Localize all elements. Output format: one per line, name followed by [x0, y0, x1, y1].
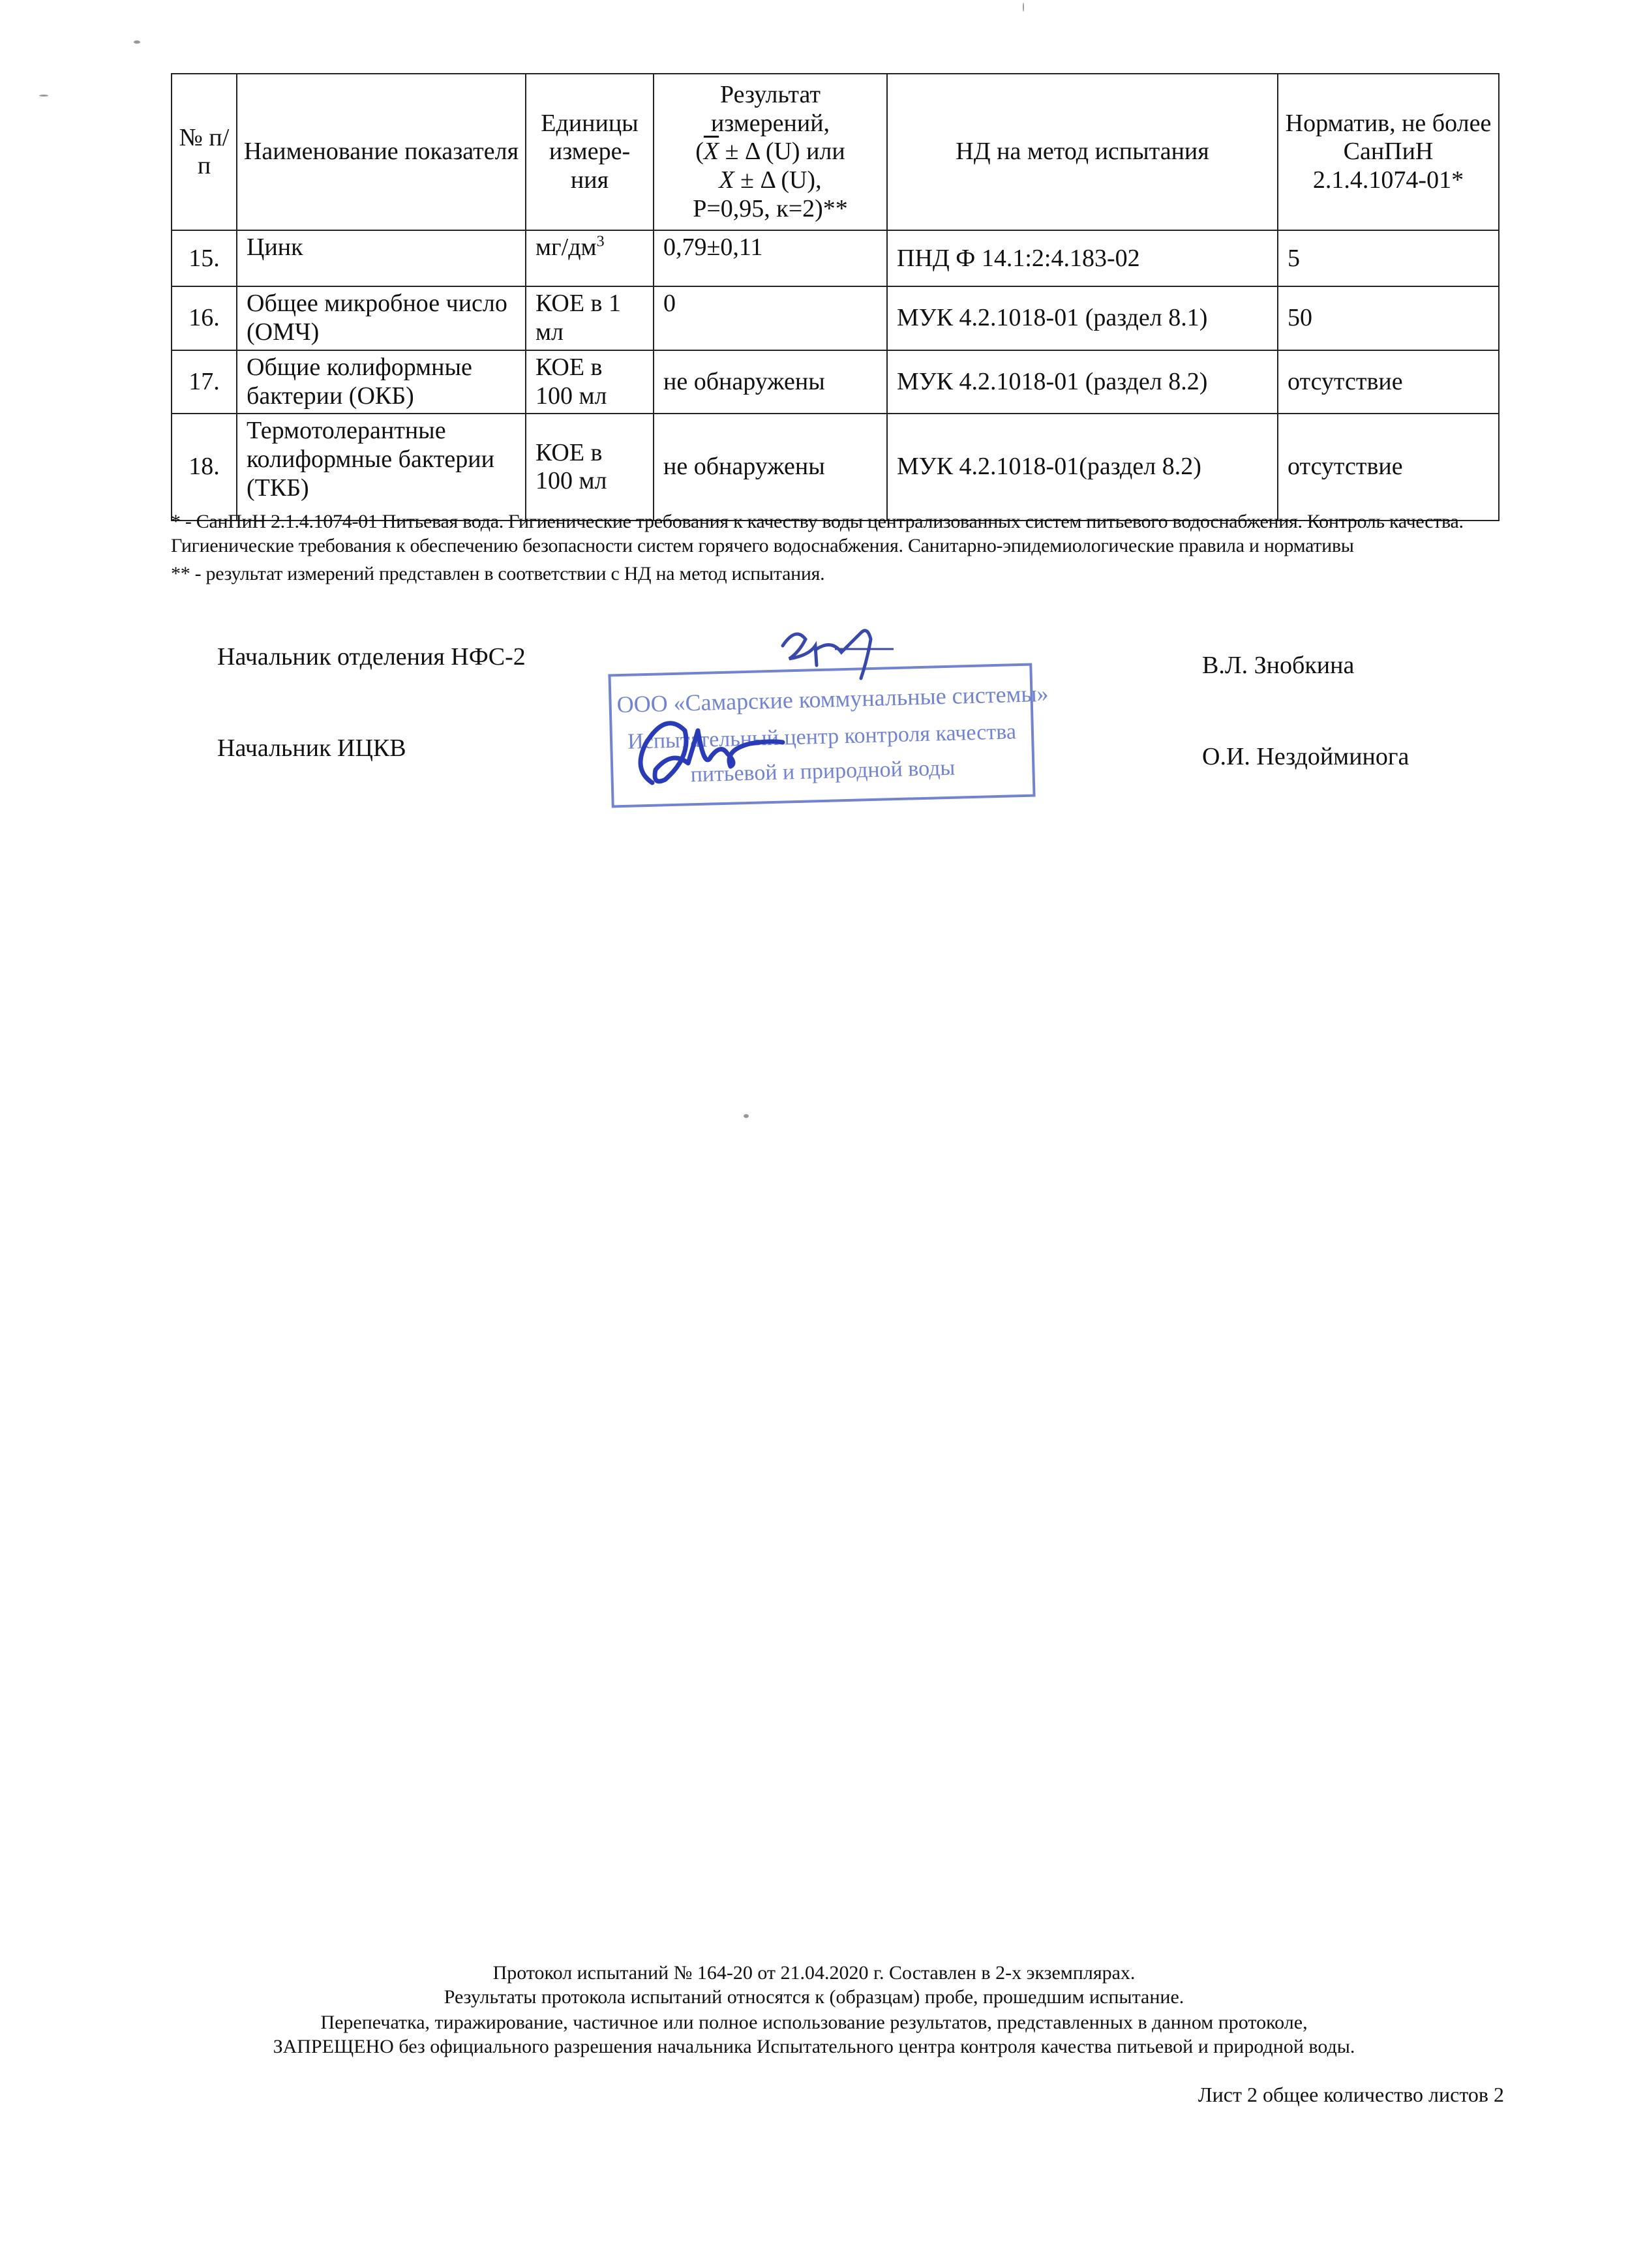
row-units — [526, 230, 654, 286]
header-result — [654, 74, 887, 230]
row-units: КОЕ в 1 мл — [526, 286, 654, 350]
row-method: ПНД Ф 14.1:2:4.183-02 — [887, 230, 1278, 286]
header-method: НД на метод испытания — [887, 74, 1278, 230]
footer-prohibited-line: ЗАПРЕЩЕНО без официального разрешения начальника Испытательного центра контроля качества питьевой и природной воды. — [273, 2036, 1355, 2057]
table-row — [172, 286, 1499, 350]
row-num: 18. — [172, 414, 237, 521]
table-row — [172, 350, 1499, 414]
row-units-sup: 3 — [596, 233, 605, 250]
scan-speck — [1023, 3, 1024, 12]
signatory-title-1: Начальник отделения НФС-2 — [217, 643, 526, 671]
footer-protocol-line: Протокол испытаний № 164-20 от 21.04.2020 г. Составлен в 2-х экземплярах. — [492, 1962, 1136, 1984]
header-result-line3 — [659, 166, 881, 195]
row-result: не обнаружены — [654, 350, 887, 414]
header-result-line2 — [659, 138, 881, 166]
footer-results-line: Результаты протокола испытаний относятся к (образцам) пробе, прошедшим испытание. — [444, 1986, 1184, 2008]
row-result: 0,79±0,11 — [654, 230, 887, 286]
scan-speck — [744, 1114, 749, 1118]
header-result-x: X — [719, 166, 734, 194]
row-name: Общее микробное число (ОМЧ) — [237, 286, 526, 350]
row-result: 0 — [654, 286, 887, 350]
table-header-row — [172, 74, 1499, 230]
signature-1-mark — [770, 620, 900, 685]
row-name: Общие колиформные бактерии (ОКБ) — [237, 350, 526, 414]
stamp-line-1: ООО «Самарские коммунальные системы» — [616, 680, 1049, 718]
stamp-line-2: Испытательный центр контроля качества — [627, 719, 1017, 754]
header-result-line4: P=0,95, к=2)** — [693, 194, 848, 222]
row-result: не обнаружены — [654, 414, 887, 521]
signatory-title-2: Начальник ИЦКВ — [217, 734, 406, 762]
row-units-text: мг/дм — [535, 234, 597, 262]
results-table — [171, 73, 1500, 521]
header-num: № п/п — [172, 74, 237, 230]
signatory-name-1: В.Л. Знобкина — [1202, 652, 1355, 679]
row-method: МУК 4.2.1018-01 (раздел 8.2) — [887, 350, 1278, 414]
header-name: Наименование показателя — [237, 74, 526, 230]
row-num: 17. — [172, 350, 237, 414]
row-num: 15. — [172, 230, 237, 286]
header-result-delta1: ± Δ (U) или — [719, 138, 845, 166]
header-result-line1: Результат измерений, — [710, 81, 830, 137]
header-units: Единицы измере-ния — [526, 74, 654, 230]
header-result-paren: ( — [695, 138, 704, 166]
footnote-star-continued: Гигиенические требования к обеспечению безопасности систем горячего водоснабжения. Санитарно-эпидемиологические правила и нормативы — [171, 535, 1354, 556]
row-norm: отсутствие — [1278, 350, 1499, 414]
sheet-count: Лист 2 общее количество листов 2 — [1198, 2083, 1504, 2106]
row-units: КОЕ в 100 мл — [526, 350, 654, 414]
stamp-line-3: питьевой и природной воды — [690, 755, 956, 787]
row-method: МУК 4.2.1018-01(раздел 8.2) — [887, 414, 1278, 521]
row-name: Термотолерантные колиформные бактерии (ТКБ) — [237, 414, 526, 521]
row-name: Цинк — [237, 230, 526, 286]
row-norm: 5 — [1278, 230, 1499, 286]
footer-reprint-line: Перепечатка, тиражирование, частичное или полное использование результатов, представленных в данном протоколе, — [320, 2012, 1308, 2033]
footnote-star: * - СанПиН 2.1.4.1074-01 Питьевая вода. Гигиенические требования к качеству воды централизованных систем питьевого водоснабжения. Контроль качества. — [171, 511, 1464, 532]
row-method: МУК 4.2.1018-01 (раздел 8.1) — [887, 286, 1278, 350]
header-result-xbar: $\overline{X}$ — [703, 138, 719, 166]
scan-speck — [39, 95, 48, 97]
row-num: 16. — [172, 286, 237, 350]
row-units: КОЕ в 100 мл — [526, 414, 654, 521]
header-result-delta2: ± Δ (U), — [734, 166, 822, 194]
signature-2-mark — [626, 704, 796, 802]
row-norm: 50 — [1278, 286, 1499, 350]
signatory-name-2: О.И. Нездойминога — [1202, 743, 1409, 770]
table-row — [172, 230, 1499, 286]
row-norm: отсутствие — [1278, 414, 1499, 521]
header-norm: Норматив, не более СанПиН 2.1.4.1074-01* — [1278, 74, 1499, 230]
table-row — [172, 414, 1499, 521]
scan-speck — [134, 40, 140, 44]
footnote-double-star: ** - результат измерений представлен в соответствии с НД на метод испытания. — [171, 563, 825, 584]
